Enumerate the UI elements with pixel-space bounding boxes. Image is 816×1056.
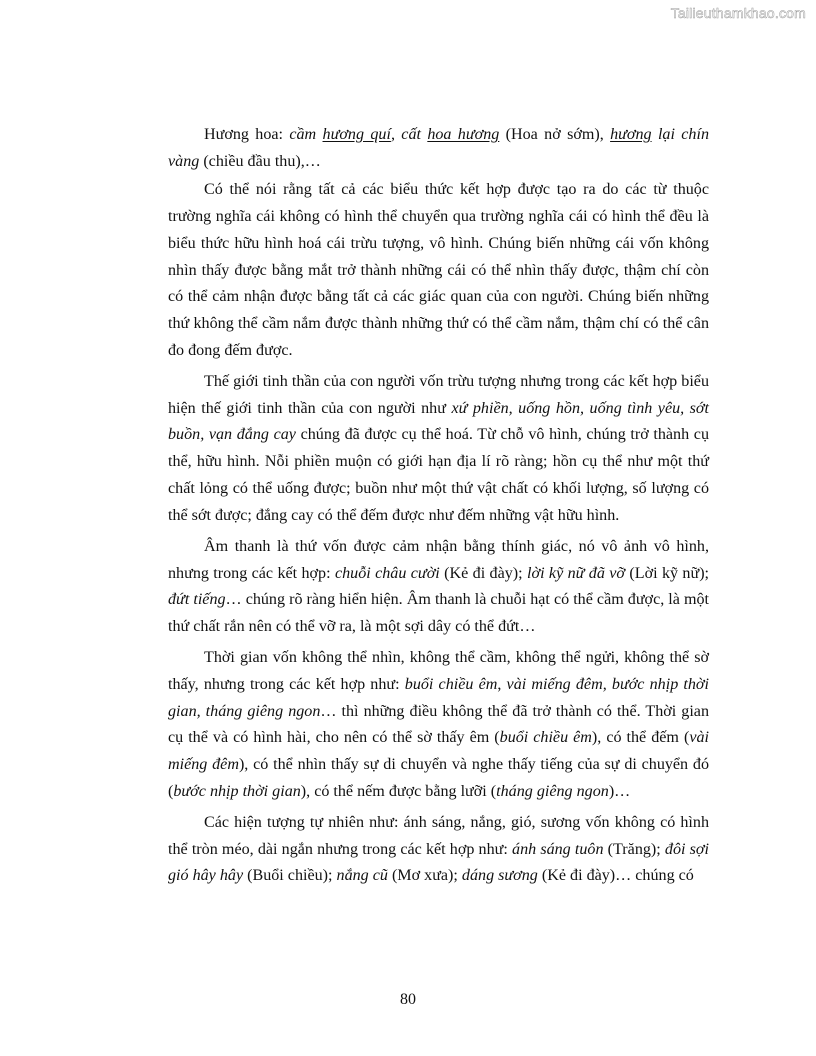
paragraph-am-thanh: Âm thanh là thứ vốn được cảm nhận bằng thính giác, nó vô ảnh vô hình, nhưng trong các kết hợp: chuỗi châu cười (Kẻ đi đày); lời kỹ nữ đã vỡ (Lời kỹ nữ); đứt tiếng… chúng rõ ràng hiển hiện. Âm thanh là chuỗi hạt có thể cầm được, là một thứ chất rắn nên có thể vỡ ra, là một sợi dây có thể đứt… — [168, 537, 710, 636]
italic-phrase: chuỗi châu cười — [334, 564, 440, 582]
italic-phrase: lại chín vàng — [168, 126, 709, 170]
paragraph-hien-tuong-tu-nhien: Các hiện tượng tự nhiên như: ánh sáng, nắng, gió, sương vốn không có hình thể tròn méo, dài ngắn nhưng trong các kết hợp như: ánh sáng tuôn (Trăng); đôi sợi gió hây hây (Buổi chiều); nắng cũ (Mơ xưa); dáng sương (Kẻ đi đày)… chúng có — [168, 813, 709, 885]
italic-phrase: tháng giêng ngon — [496, 783, 609, 801]
paragraph-thoi-gian: Thời gian vốn không thể nhìn, không thể cầm, không thể ngửi, không thể sờ thấy, nhưng trong các kết hợp như: buổi chiều êm, vài miếng đêm, bước nhịp thời gian, tháng giêng ngon… thì những điều không thể đã trở thành có thể. Thời gian cụ thể và có hình hài, cho nên có thể sờ thấy êm (buổi chiều êm), có thể đếm (vài miếng đêm), có thể nhìn thấy sự di chuyển và nghe thấy tiếng của sự di chuyển đó (bước nhịp thời gian), có thể nếm được bằng lưỡi (tháng giêng ngon)… — [168, 648, 709, 801]
italic-phrase: đôi sợi gió hây hây — [168, 840, 709, 885]
italic-phrase: đứt tiếng — [168, 591, 226, 609]
italic-phrase: bước nhịp thời gian — [173, 783, 301, 801]
underlined-italic-phrase: hương — [610, 126, 652, 143]
underlined-italic-phrase: hương quí — [322, 126, 391, 143]
page-body — [168, 122, 709, 894]
italic-phrase: ánh sáng tuôn — [512, 840, 604, 858]
paragraph-huong-hoa: Hương hoa: cầm hương quí, cất hoa hương (Hoa nở sớm), hương lại chín vàng (chiều đầu thu),… — [168, 126, 709, 170]
italic-phrase: vài miếng đêm — [168, 729, 709, 774]
italic-phrase: buổi chiều êm — [404, 675, 498, 693]
italic-phrase: buổi chiều êm — [499, 729, 592, 747]
italic-phrase: dáng sương — [461, 867, 538, 885]
italic-phrase: cầm — [289, 126, 323, 143]
page-number: 80 — [400, 991, 416, 1008]
italic-phrase: nắng cũ — [336, 867, 388, 885]
italic-phrase: vài miếng đêm, bước nhịp thời gian, tháng giêng ngon — [168, 675, 709, 720]
watermark: Tailieuthamkhao.com — [670, 5, 806, 21]
paragraph-the-gioi-tinh-than: Thế giới tinh thần của con người vốn trừu tượng nhưng trong các kết hợp biểu hiện thế giới tinh thần của con người như xứ phiền, uống hồn, uống tình yêu, sớt buồn, vạn đắng cay chúng đã được cụ thể hoá. Từ chỗ vô hình, chúng trở thành cụ thể, hữu hình. Nỗi phiền muộn có giới hạn địa lí rõ ràng; hồn cụ thể như một thứ chất lỏng có thể uống được; buồn như một thứ vật chất có khối lượng, số lượng có thể sớt được; đắng cay có thể đếm được như đếm những vật hữu hình. — [168, 372, 709, 525]
underlined-italic-phrase: hoa hương — [427, 126, 500, 143]
italic-phrase: xứ phiền, uống hồn, uống tình yêu, sớt buồn, vạn đắng cay — [168, 399, 709, 444]
italic-phrase: lời kỹ nữ đã vỡ — [527, 564, 626, 582]
italic-phrase: , cất — [390, 126, 428, 143]
paragraph-bieu-thuc-ket-hop: Có thể nói rằng tất cả các biểu thức kết hợp được tạo ra do các từ thuộc trường nghĩa cái không có hình thể chuyển qua trường nghĩa cái có hình thể đều là biểu thức hữu hình hoá cái trừu tượng, vô hình. Chúng biến những cái vốn không nhìn thấy được bằng mắt trở thành những cái có thể nhìn thấy được, thậm chí còn có thể cảm nhận được bằng tất cả các giác quan của con người. Chúng biến những thứ không thể cầm nắm được thành những thứ có thể cầm nắm, thậm chí có thể cân đo đong đếm được. — [168, 180, 709, 360]
